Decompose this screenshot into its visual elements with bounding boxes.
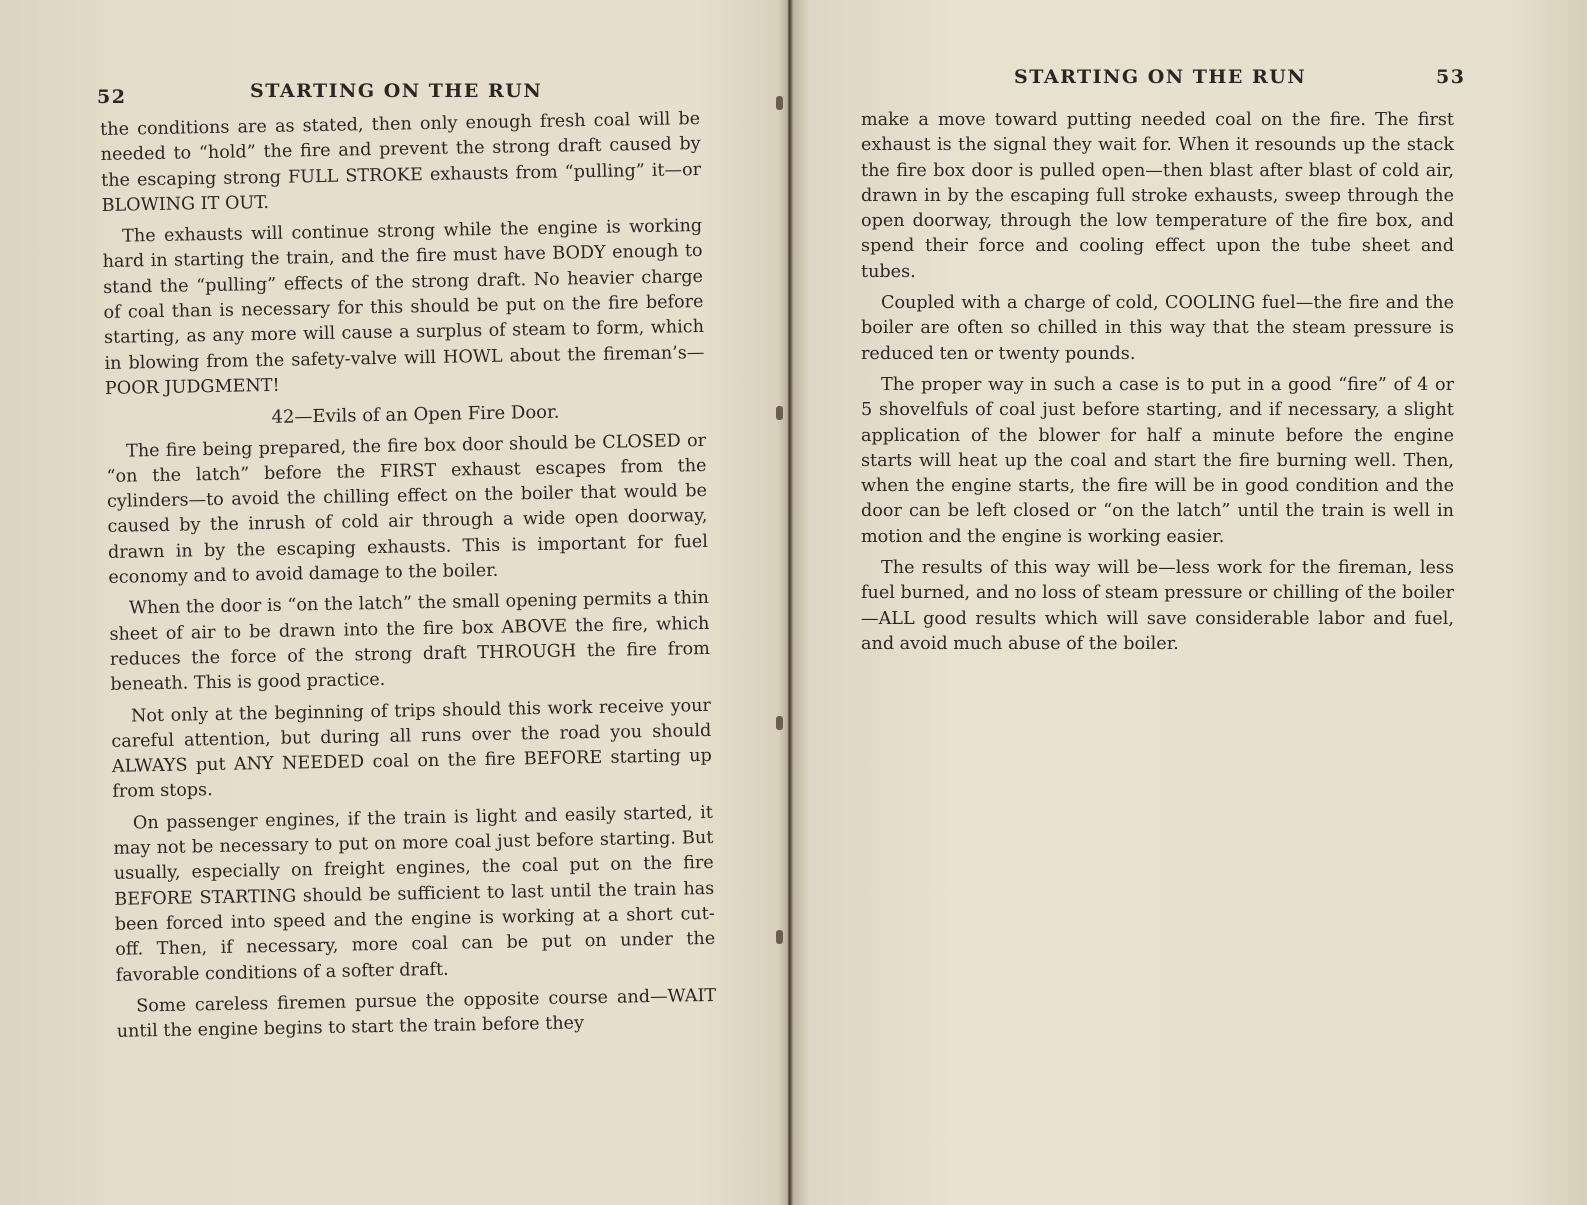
right-page xyxy=(788,0,1587,1205)
binding-stitch xyxy=(776,406,783,420)
paragraph: The exhausts will continue strong while the engine is working hard in starting the train, and the fire must have BODY enough to stand the “pulling” effects of the strong draft. No heavier charge of coal than is necessary for this should be put on the fire before starting, as any more will cause a surplus of steam to form, which in blowing from the safety-valve will HOWL about the fireman’s—POOR JUDGMENT! xyxy=(102,216,705,399)
section-title: 42—Evils of an Open Fire Door. xyxy=(271,401,560,429)
binding-stitch xyxy=(776,930,783,944)
paragraph: On passenger engines, if the train is light and easily started, it may not be necessary to put on more coal just before starting. But usually, especially on freight engines, the coal put on the fire BEFORE STARTING should be sufficient to last until the train has been forced into speed and the engine is working at a short cut-off. Then, if necessary, more coal can be put on under the favorable conditions of a softer draft. xyxy=(113,802,716,986)
binding-stitch xyxy=(776,716,783,730)
paragraph: Coupled with a charge of cold, COOLING fuel—the fire and the boiler are often so chilled in this way that the steam pressure is reduced ten or twenty pounds. xyxy=(861,293,1454,364)
paragraph: Not only at the beginning of trips should this work receive your careful attention, but during all runs over the road you should ALWAYS put ANY NEEDED coal on the fire BEFORE starting up from stops. xyxy=(111,695,712,803)
paragraph: Some careless firemen pursue the opposite course and—WAIT until the engine begins to start the train before they xyxy=(116,985,717,1042)
binding-stitch xyxy=(776,96,783,110)
page-number: 53 xyxy=(1436,66,1466,88)
right-body-text xyxy=(861,108,1454,663)
running-head: STARTING ON THE RUN xyxy=(250,80,543,102)
left-page xyxy=(0,0,785,1205)
paragraph: The results of this way will be—less work for the fireman, less fuel burned, and no loss of steam pressure or chilling of the boiler—ALL good results which will save considerable labor and fuel, and avoid much abuse of the boiler. xyxy=(861,558,1454,654)
paragraph: the conditions are as stated, then only enough fresh coal will be needed to “hold” the fire and prevent the strong draft caused by the escaping strong FULL STROKE exhausts from “pulling” it—or BLOWING IT OUT. xyxy=(100,109,702,216)
left-body-text xyxy=(100,107,717,1051)
page-number: 52 xyxy=(97,86,127,108)
paragraph: The fire being prepared, the fire box door should be CLOSED or “on the latch” before the FIRST exhaust escapes from the cylinders—to avoid the chilling effect on the boiler that would be caused by the inrush of cold air through a wide open doorway, drawn in by the escaping exhausts. This is important for fuel economy and to avoid damage to the boiler. xyxy=(106,430,709,588)
paragraph: When the door is “on the latch” the small opening permits a thin sheet of air to be drawn into the fire box ABOVE the fire, which reduces the force of the strong draft THROUGH the fire from beneath. This is good practice. xyxy=(109,588,711,696)
paragraph: The proper way in such a case is to put in a good “fire” of 4 or 5 shovelfuls of coal just before starting, and if necessary, a slight application of the blower for half a minute before the engine starts will heat up the coal and start the fire burning well. Then, when the engine starts, the fire will be in good condition and the door can be left closed or “on the latch” until the train is well in motion and the engine is working easier. xyxy=(861,374,1454,547)
paragraph: make a move toward putting needed coal on the fire. The first exhaust is the signal they wait for. When it resounds up the stack the fire box door is pulled open—then blast after blast of cold air, drawn in by the escaping full stroke exhausts, sweep through the open doorway, through the low temperature of the fire box, and spend their force and cooling effect upon the tube sheet and tubes. xyxy=(861,110,1454,282)
running-head: STARTING ON THE RUN xyxy=(1014,66,1307,88)
